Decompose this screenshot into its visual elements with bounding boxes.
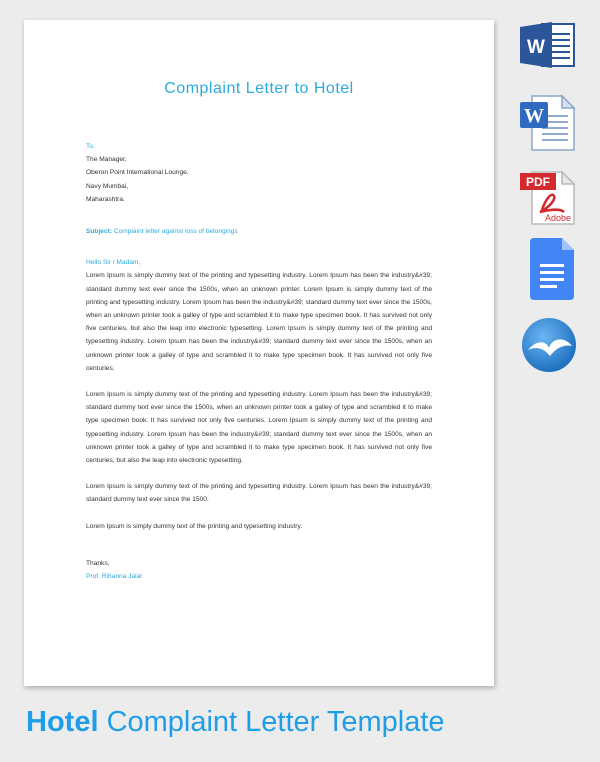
letter-page [24,20,494,686]
google-docs-icon[interactable] [528,236,576,302]
to-label: To, [86,143,95,150]
word-classic-glyph: W [524,105,544,127]
body-paragraph: Lorem Ipsum is simply dummy text of the printing and typesetting industry. [86,522,303,530]
address-line: The Manager, [86,156,127,164]
subject-label: Subject: [86,228,113,236]
openoffice-icon[interactable] [520,316,578,374]
subject-line [86,225,432,238]
word-classic-icon[interactable] [518,94,576,152]
body-paragraph: Lorem Ipsum is simply dummy text of the printing and typesetting industry. Lorem Ipsum has been the industry&#39; standard dummy text ever since the 1500s, when an unknown printer. Lorem Ipsum is simply dummy text of the printing and typesetting industry. Lorem Ipsum has been the industry&#39; standard dummy text ever since the 1500s, when an unknown printer took a galley of type and scrambled it to make type specimen book. It has survived not only five centuries, but also the leap into electronic typesetting. Lorem Ipsum is simply dummy text of the printing and typesetting industry. Lorem Ipsum has been the industry&#39; standard dummy text ever since the 1500s, when an unknown printer took a galley of type and scrambled it to make type specimen book. It has survived not only five centuries. [86,272,432,372]
pdf-label: PDF [526,175,550,189]
recipient-block [86,140,432,206]
word-modern-glyph: W [527,37,545,58]
pdf-brand-label: Adobe [544,213,572,223]
banner-rest: Complaint Letter Template [106,706,445,738]
banner-bold-word: Hotel [26,706,99,738]
body-paragraph: Lorem Ipsum is simply dummy text of the printing and typesetting industry. Lorem Ipsum has been the industry&#39; standard dummy text ever since the 1500s, when an unknown printer took a galley of type and scrambled it to make type specimen book. It has survived not only five centuries. Lorem Ipsum is simply dummy text of the printing and typesetting industry. Lorem Ipsum has been the industry&#39; standard dummy text ever since the 1500s, when an unknown printer took a galley of type and scrambled it to make type specimen book. It has survived not only five centuries, but also the leap into electronic typesetting. [86,391,432,465]
pdf-icon[interactable] [518,170,576,226]
closing-thanks: Thanks, [86,559,110,567]
address-line: Navy Mumbai, [86,182,129,190]
body-paragraph: Lorem Ipsum is simply dummy text of the printing and typesetting industry. Lorem Ipsum has been the industry&#39; standard dummy text ever since the 1500. [86,483,432,504]
signature-name: Prof. Rihanna Jalal [86,573,142,581]
word-modern-icon[interactable] [518,20,576,70]
address-line: Oberon Point International Lounge, [86,169,189,177]
greeting: Hello Sir / Madam, [86,259,141,267]
letter-title: Complaint Letter to Hotel [164,80,354,97]
address-line: Maharashtra. [86,195,125,203]
template-banner [26,706,445,739]
subject-text: Complaint letter against loss of belongings [113,228,238,236]
